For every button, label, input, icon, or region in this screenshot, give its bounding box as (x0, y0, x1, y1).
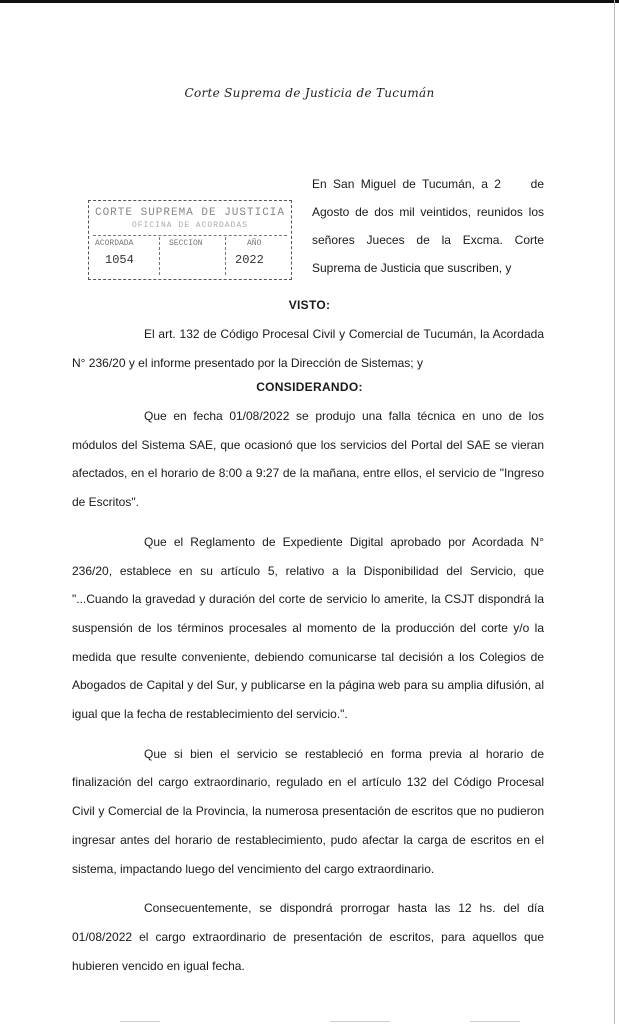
scan-edge-line (614, 0, 615, 1024)
stamp-divider (93, 235, 287, 236)
visto-paragraph: El art. 132 de Código Procesal Civil y Comercial de Tucumán, la Acordada N° 236/20 y el informe presentado por la Dirección de Sistemas; y (72, 327, 544, 370)
acordada-stamp (88, 200, 292, 280)
stamp-column-divider (159, 237, 160, 275)
considerando-paragraph-4: Consecuentemente, se dispondrá prorrogar hasta las 12 hs. del día 01/08/2022 el cargo extraordinario de presentación de escritos, para aquellos que hubieren vencido en igual fecha. (72, 901, 544, 973)
place-date-text: de (530, 177, 545, 191)
stamp-acordada-number: 1054 (105, 253, 134, 267)
scan-mark (330, 1021, 390, 1022)
visto-heading: VISTO: (288, 298, 331, 312)
scan-mark (470, 1021, 520, 1022)
court-letterhead: Corte Suprema de Justicia de Tucumán (184, 86, 435, 100)
page-top-border (0, 0, 619, 3)
stamp-year-value: 2022 (235, 253, 264, 267)
stamp-year-label: AÑO (247, 239, 262, 248)
place-date-line-3: señores Jueces de la Excma. Corte (312, 233, 544, 247)
stamp-column-divider (225, 237, 226, 275)
place-date-line-1 (312, 170, 544, 198)
scan-footer-marks (0, 1016, 619, 1024)
place-date-text: En San Miguel de Tucumán, a (312, 177, 488, 191)
scan-mark (120, 1021, 160, 1022)
place-date-line-2: Agosto de dos mil veintidos, reunidos los (312, 205, 544, 219)
considerando-body (72, 402, 544, 991)
stamp-acordada-label: ACORDADA (95, 239, 134, 248)
stamp-subtitle: OFICINA DE ACORDADAS (131, 221, 248, 230)
place-date-day: 2 (494, 177, 501, 191)
place-date-line-4: Suprema de Justicia que suscriben, y (312, 261, 512, 275)
considerando-heading: CONSIDERANDO: (256, 380, 363, 394)
stamp-court-name: CORTE SUPREMA DE JUSTICIA (94, 207, 286, 219)
considerando-paragraph-3: Que si bien el servicio se restableció en forma previa al horario de finalización del cargo extraordinario, regulado en el artículo 132 del Código Procesal Civil y Comercial de la Provincia, la numerosa presentación de escritos que no pudieron ingresar antes del horario de restablecimiento, pudo afectar la carga de escritos en el sistema, impactando luego del vencimiento del cargo extraordinario. (72, 746, 544, 876)
stamp-section-label: SECCION (169, 239, 203, 248)
visto-body (72, 320, 544, 388)
considerando-paragraph-2: Que el Reglamento de Expediente Digital aprobado por Acordada N° 236/20, establece en su artículo 5, relativo a la Disponibilidad del Servicio, que "...Cuando la gravedad y duración del corte de servicio lo amerite, la CSJT dispondrá la suspensión de los términos procesales al momento de la producción del corte y/o la medida que resulte conveniente, debiendo comunicarse tal decisión a los Colegios de Abogados de Capital y del Sur, y publicarse en la página web para su amplia difusión, al igual que la fecha de restablecimiento del servicio.". (72, 534, 544, 722)
considerando-paragraph-1: Que en fecha 01/08/2022 se produjo una falla técnica en uno de los módulos del Sistema SAE, que ocasionó que los servicios del Portal del SAE se vieran afectados, en el horario de 8:00 a 9:27 de la mañana, entre ellos, el servicio de "Ingreso de Escritos". (72, 409, 544, 510)
